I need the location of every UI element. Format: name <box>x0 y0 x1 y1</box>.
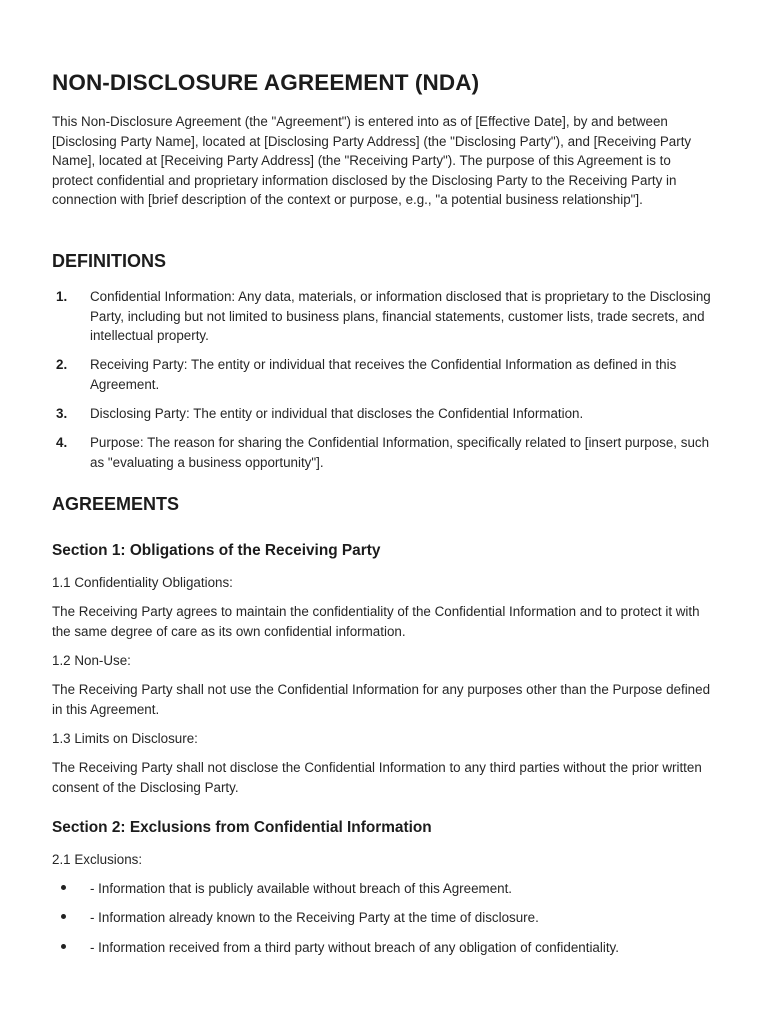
definition-text: Receiving Party: The entity or individual that receives the Confidential Information as defined in this Agreement. <box>90 357 677 392</box>
clause-1-2-text: The Receiving Party shall not use the Confidential Information for any purposes other than the Purpose defined in this Agreement. <box>52 682 711 717</box>
section-1-heading: Section 1: Obligations of the Receiving Party <box>52 542 381 559</box>
bullet-icon <box>61 885 66 890</box>
bullet-icon <box>61 914 66 919</box>
agreements-heading: AGREEMENTS <box>52 494 180 514</box>
intro-paragraph: This Non-Disclosure Agreement (the "Agreement") is entered into as of [Effective Date], by and between [Disclosing Party Name], located at [Disclosing Party Address] (the "Disclosing Party"), and [Receiving Party Name], located at [Receiving Party Address] (the "Receiving Party"). The purpose of this Agreement is to protect confidential and proprietary information disclosed by the Disclosing Party to the Receiving Party in connection with [brief description of the context or purpose, e.g., "a potential business relationship"]. <box>52 114 692 208</box>
definition-number: 4. <box>56 435 68 450</box>
clause-1-1-label: 1.1 Confidentiality Obligations: <box>52 575 233 590</box>
clause-2-1-label: 2.1 Exclusions: <box>52 852 143 867</box>
exclusion-text: - Information received from a third party without breach of any obligation of confidentiality. <box>90 940 619 955</box>
bullet-icon <box>61 944 66 949</box>
clause-1-3-text: The Receiving Party shall not disclose the Confidential Information to any third parties without the prior written consent of the Disclosing Party. <box>52 760 702 795</box>
definition-number: 3. <box>56 406 68 421</box>
document-title: NON-DISCLOSURE AGREEMENT (NDA) <box>52 70 480 95</box>
clause-1-1-text: The Receiving Party agrees to maintain the confidentiality of the Confidential Information and to protect it with the same degree of care as its own confidential information. <box>52 604 700 639</box>
definitions-heading: DEFINITIONS <box>52 251 167 271</box>
definition-number: 2. <box>56 357 68 372</box>
definition-text: Purpose: The reason for sharing the Confidential Information, specifically related to [insert purpose, such as "evaluating a business opportunity"]. <box>90 435 710 470</box>
section-2-heading: Section 2: Exclusions from Confidential Information <box>52 819 432 836</box>
clause-1-2-label: 1.2 Non-Use: <box>52 653 131 668</box>
clause-1-3-label: 1.3 Limits on Disclosure: <box>52 731 198 746</box>
definition-text: Disclosing Party: The entity or individual that discloses the Confidential Information. <box>90 406 584 421</box>
exclusion-text: - Information that is publicly available without breach of this Agreement. <box>90 881 513 896</box>
definition-text: Confidential Information: Any data, materials, or information disclosed that is proprietary to the Disclosing Party, including but not limited to business plans, financial statements, customer lists, trade secrets, and intellectual property. <box>90 289 711 344</box>
exclusion-text: - Information already known to the Receiving Party at the time of disclosure. <box>90 910 539 925</box>
definition-number: 1. <box>56 289 68 304</box>
